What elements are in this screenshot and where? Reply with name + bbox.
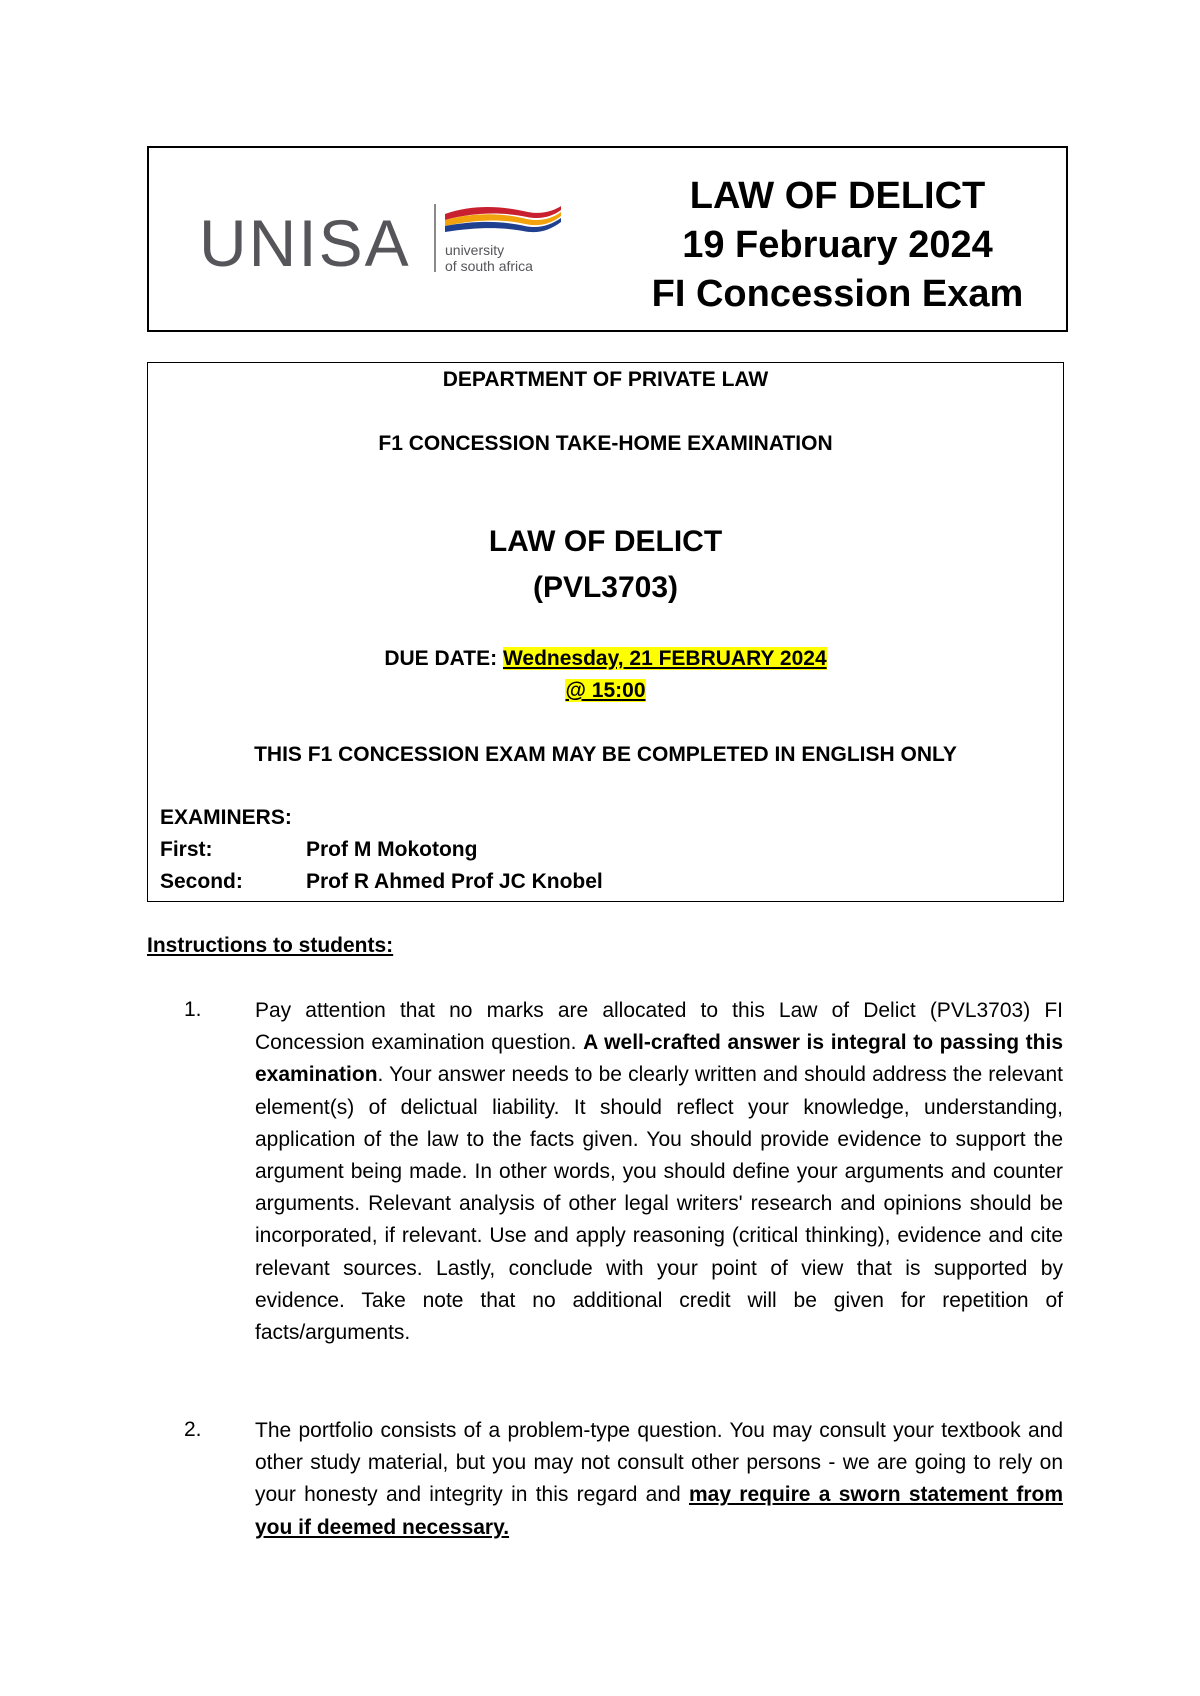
department-name: DEPARTMENT OF PRIVATE LAW — [442, 368, 769, 391]
exam-info-box — [147, 362, 1064, 902]
instruction-1-bold: A well-crafted answer is integral to passing this examination — [255, 1031, 1063, 1087]
course-title: LAW OF DELICT — [488, 525, 723, 558]
instruction-1-number: 1. — [184, 998, 202, 1021]
first-examiner-name: Prof M Mokotong — [306, 838, 478, 861]
due-time-line — [148, 679, 1063, 703]
instruction-2-part1: The portfolio consists of a problem-type question. You may consult your textbook and other study material, but you may not consult other persons - we are going to rely on your honesty and integrity in this regard and — [255, 1419, 1063, 1507]
instruction-2-number: 2. — [184, 1418, 202, 1441]
logo-wordmark: UNISA — [199, 206, 411, 280]
instruction-1-part2: . Your answer needs to be clearly written and should address the relevant element(s) of delictual liability. It should reflect your knowledge, understanding, application of the law to the facts given. You should provide evidence to support the argument being made. In other words, you should define your arguments and counter arguments. Relevant analysis of other legal writers' research and opinions should be incorporated, if relevant. Use and apply reasoning (critical thinking), evidence and cite relevant sources. Lastly, conclude with your point of view that is supported by evidence. Take note that no additional credit will be given for repetition of facts/arguments. — [255, 1063, 1063, 1345]
logo-subtitle-line2: of south africa — [445, 258, 533, 274]
exam-type: F1 CONCESSION TAKE-HOME EXAMINATION — [378, 432, 833, 455]
first-examiner-row — [160, 838, 477, 862]
header-title-line3: FI Concession Exam — [651, 273, 1024, 315]
header-title — [609, 172, 1066, 319]
logo-subtitle-line1: university — [445, 242, 505, 258]
second-examiner-row — [160, 870, 603, 894]
logo-divider — [434, 204, 436, 272]
first-examiner-label: First: — [160, 838, 213, 861]
unisa-logo — [151, 150, 597, 330]
examiners-heading: EXAMINERS: — [160, 806, 292, 829]
header-title-line1: LAW OF DELICT — [689, 175, 986, 217]
logo-subtitle — [445, 242, 533, 274]
second-examiner-label: Second: — [160, 870, 243, 893]
due-date-line — [148, 647, 1063, 671]
flag-icon — [443, 200, 563, 240]
due-date-value: Wednesday, 21 FEBRUARY 2024 — [502, 647, 827, 670]
language-note: THIS F1 CONCESSION EXAM MAY BE COMPLETED IN ENGLISH ONLY — [254, 743, 957, 766]
instructions-heading: Instructions to students: — [147, 934, 394, 957]
instruction-1-part1: Pay attention that no marks are allocated to this Law of Delict (PVL3703) FI Concession examination question. — [255, 999, 1063, 1055]
course-code: (PVL3703) — [532, 571, 679, 604]
due-date-label: DUE DATE: — [384, 647, 498, 670]
header-box — [147, 146, 1068, 332]
due-time-value: @ 15:00 — [565, 679, 646, 702]
header-title-line2: 19 February 2024 — [682, 224, 993, 266]
instruction-1-text — [255, 995, 1063, 1349]
instruction-2-bold-underline: may require a sworn statement from you if deemed necessary. — [255, 1483, 1063, 1539]
second-examiner-name: Prof R Ahmed Prof JC Knobel — [306, 870, 603, 893]
instruction-2-text — [255, 1415, 1063, 1544]
